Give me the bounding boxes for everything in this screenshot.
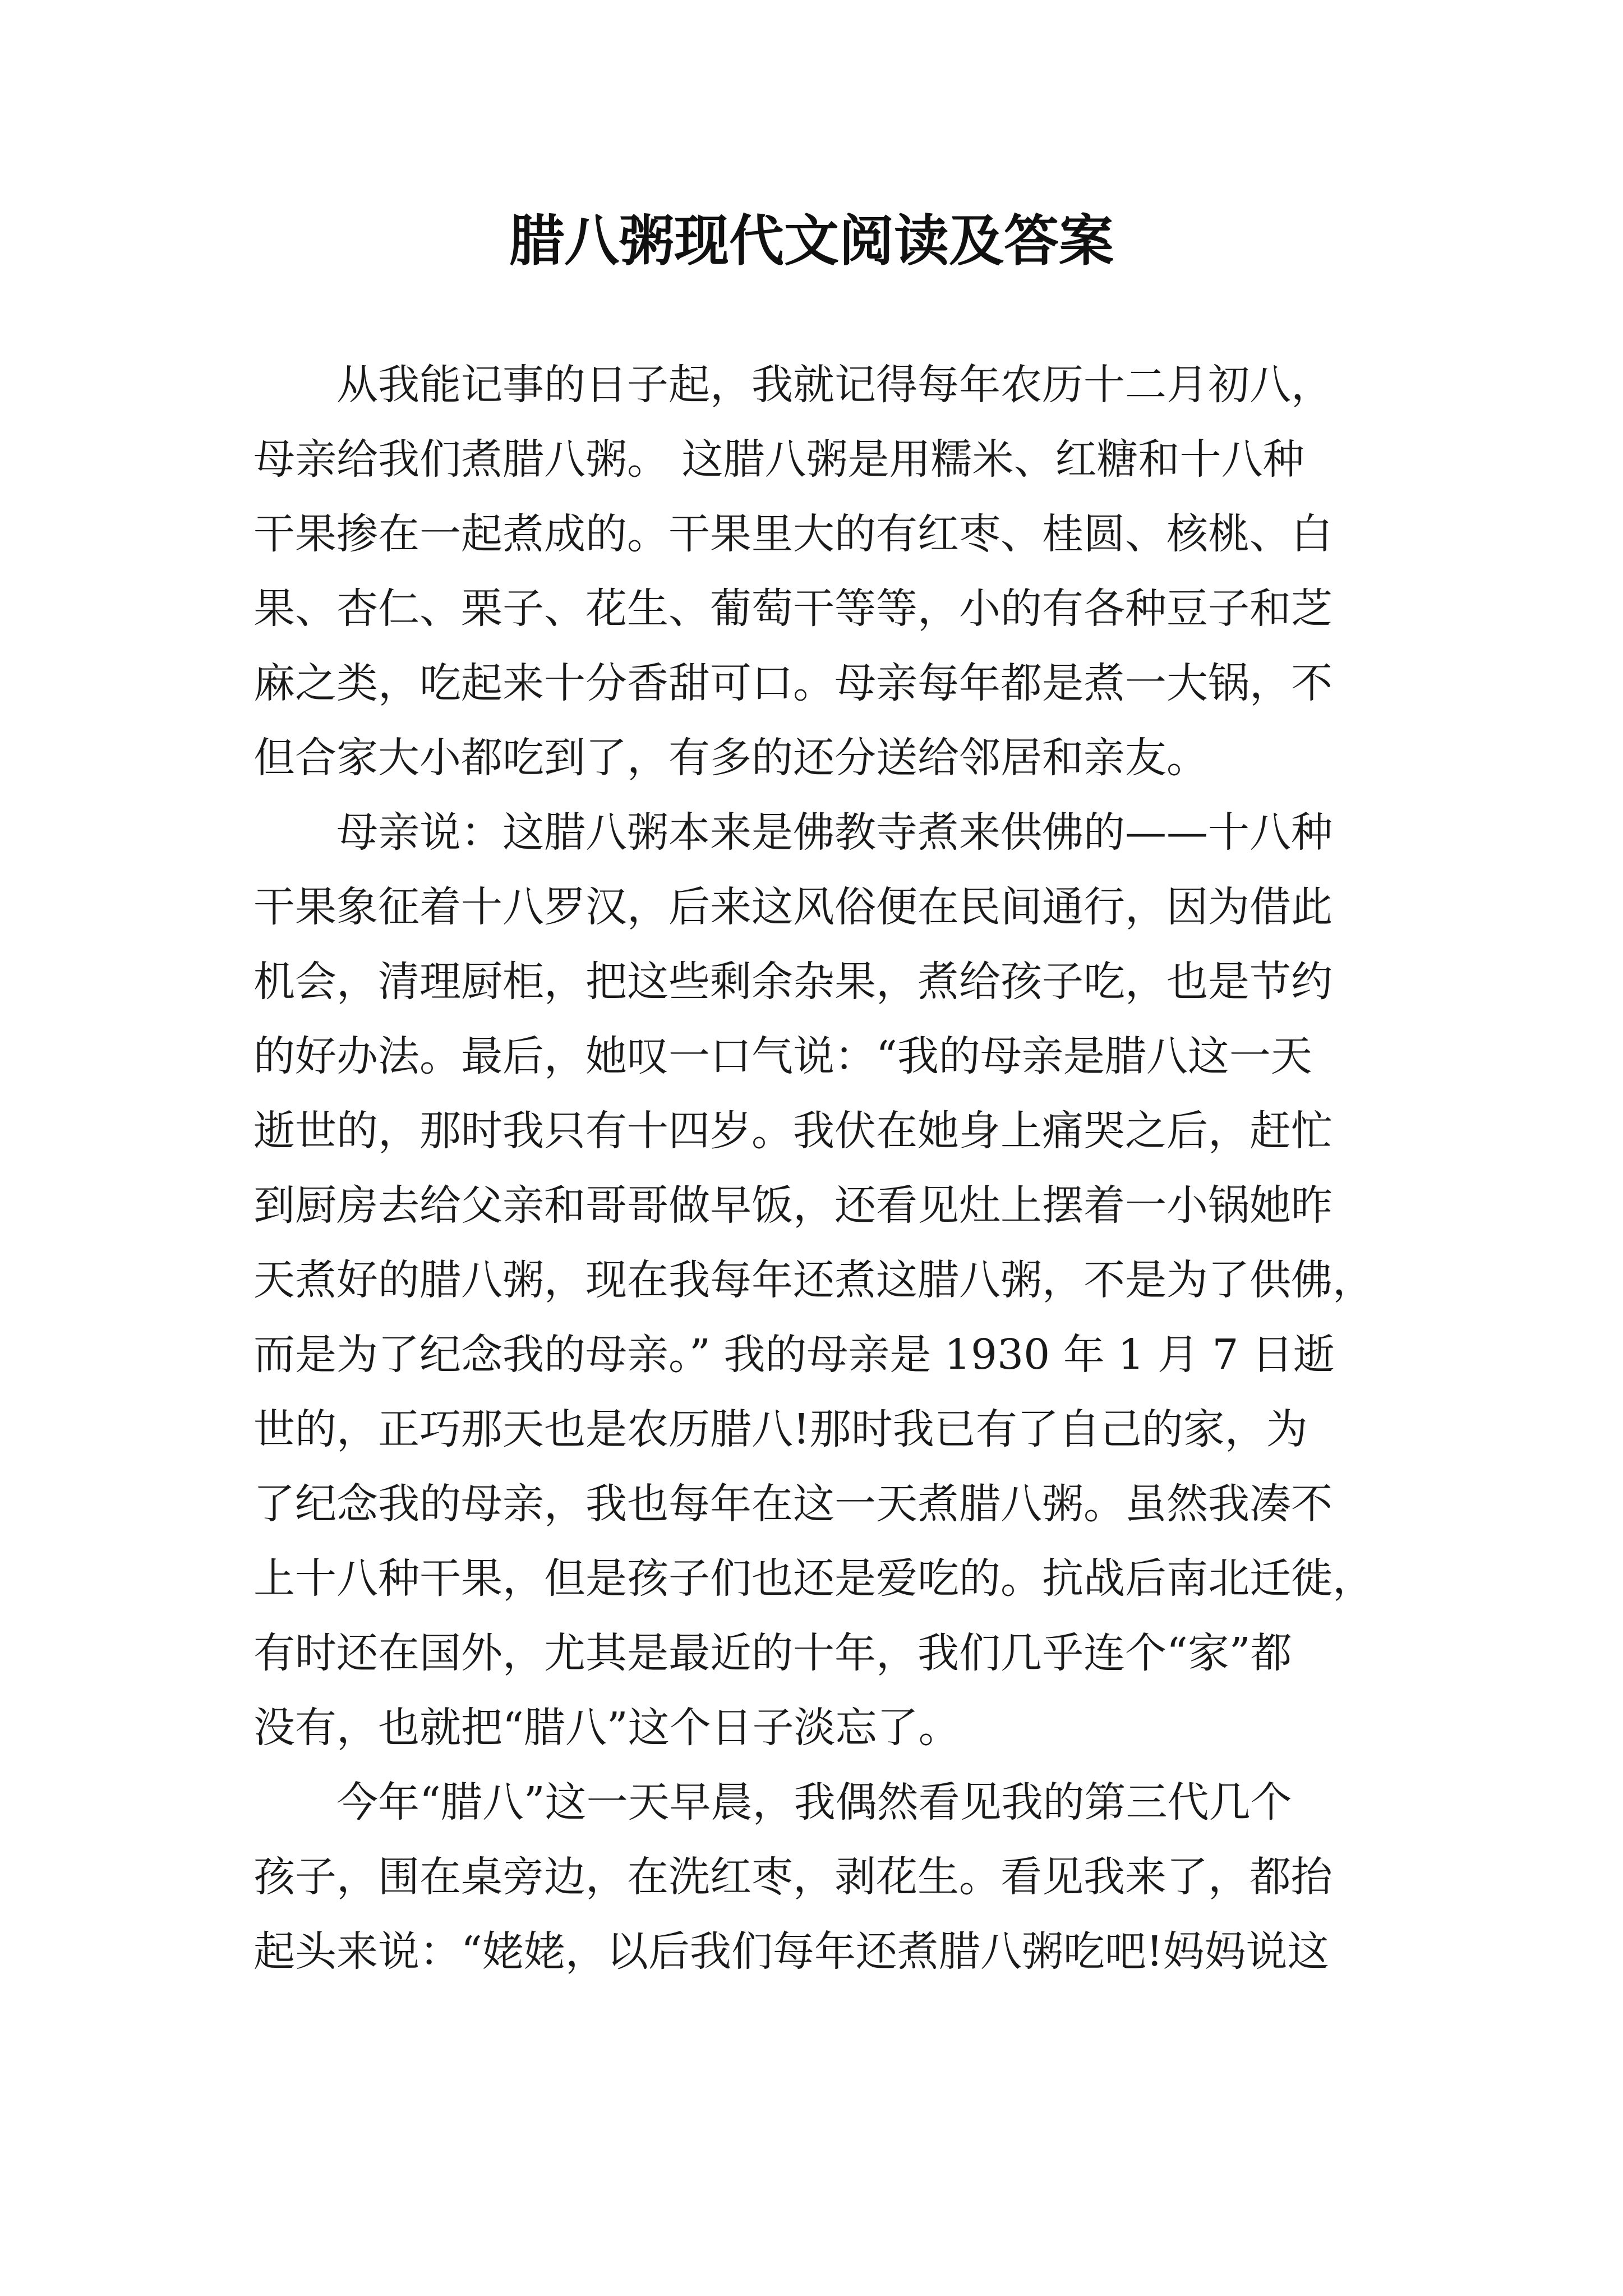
paragraph-3-line-2: 孩子，围在桌旁边，在洗红枣，剥花生。看见我来了，都抬 [253, 1853, 1332, 1901]
article-body [253, 348, 1386, 1989]
paragraph-3-line-1: 今年“腊八”这一天早晨，我偶然看见我的第三代几个 [336, 1778, 1292, 1826]
paragraph-1-line-1: 从我能记事的日子起，我就记得每年农历十二月初八， [336, 361, 1332, 409]
paragraph-2-line-13: 没有，也就把“腊八”这个日子淡忘了。 [253, 1704, 960, 1752]
paragraph-2-line-1: 母亲说：这腊八粥本来是佛教寺煮来供佛的——十八种 [336, 808, 1332, 857]
paragraph-2-line-9: 世的，正巧那天也是农历腊八!那时我已有了自己的家，为 [253, 1405, 1308, 1453]
paragraph-2-line-3: 机会，清理厨柜，把这些剩余杂果，煮给孩子吃，也是节约 [253, 958, 1332, 1006]
paragraph-2-line-6: 到厨房去给父亲和哥哥做早饭，还看见灶上摆着一小锅她昨 [253, 1181, 1332, 1230]
paragraph-2-line-8: 而是为了纪念我的母亲。” 我的母亲是 1930 年 1 月 7 日逝 [253, 1331, 1335, 1379]
paragraph-2-line-5: 逝世的，那时我只有十四岁。我伏在她身上痛哭之后，赶忙 [253, 1107, 1332, 1155]
paragraph-1-line-3: 干果掺在一起煮成的。干果里大的有红枣、桂圆、核桃、白 [253, 510, 1332, 558]
paragraph-1-line-4: 果、杏仁、栗子、花生、葡萄干等等，小的有各种豆子和芝 [253, 585, 1332, 633]
paragraph-2-line-10: 了纪念我的母亲，我也每年在这一天煮腊八粥。虽然我凑不 [253, 1480, 1332, 1528]
paragraph-2-line-12: 有时还在国外，尤其是最近的十年，我们几乎连个“家”都 [253, 1629, 1292, 1677]
paragraph-2-line-7: 天煮好的腊八粥，现在我每年还煮这腊八粥，不是为了供佛， [253, 1256, 1374, 1304]
paragraph-1-line-2: 母亲给我们煮腊八粥。 这腊八粥是用糯米、红糖和十八种 [253, 435, 1304, 484]
paragraph-3-line-3: 起头来说：“姥姥，以后我们每年还煮腊八粥吃吧!妈妈说这 [253, 1927, 1329, 1976]
paragraph-2-line-11: 上十八种干果，但是孩子们也还是爱吃的。抗战后南北迁徙， [253, 1554, 1374, 1603]
paragraph-2-line-4: 的好办法。最后，她叹一口气说：“我的母亲是腊八这一天 [253, 1032, 1312, 1080]
paragraph-1-line-5: 麻之类，吃起来十分香甜可口。母亲每年都是煮一大锅，不 [253, 659, 1332, 707]
document-title: 腊八粥现代文阅读及答案 [509, 209, 1114, 273]
paragraph-1-line-6: 但合家大小都吃到了，有多的还分送给邻居和亲友。 [253, 734, 1208, 782]
paragraph-2-line-2: 干果象征着十八罗汉，后来这风俗便在民间通行，因为借此 [253, 883, 1332, 931]
